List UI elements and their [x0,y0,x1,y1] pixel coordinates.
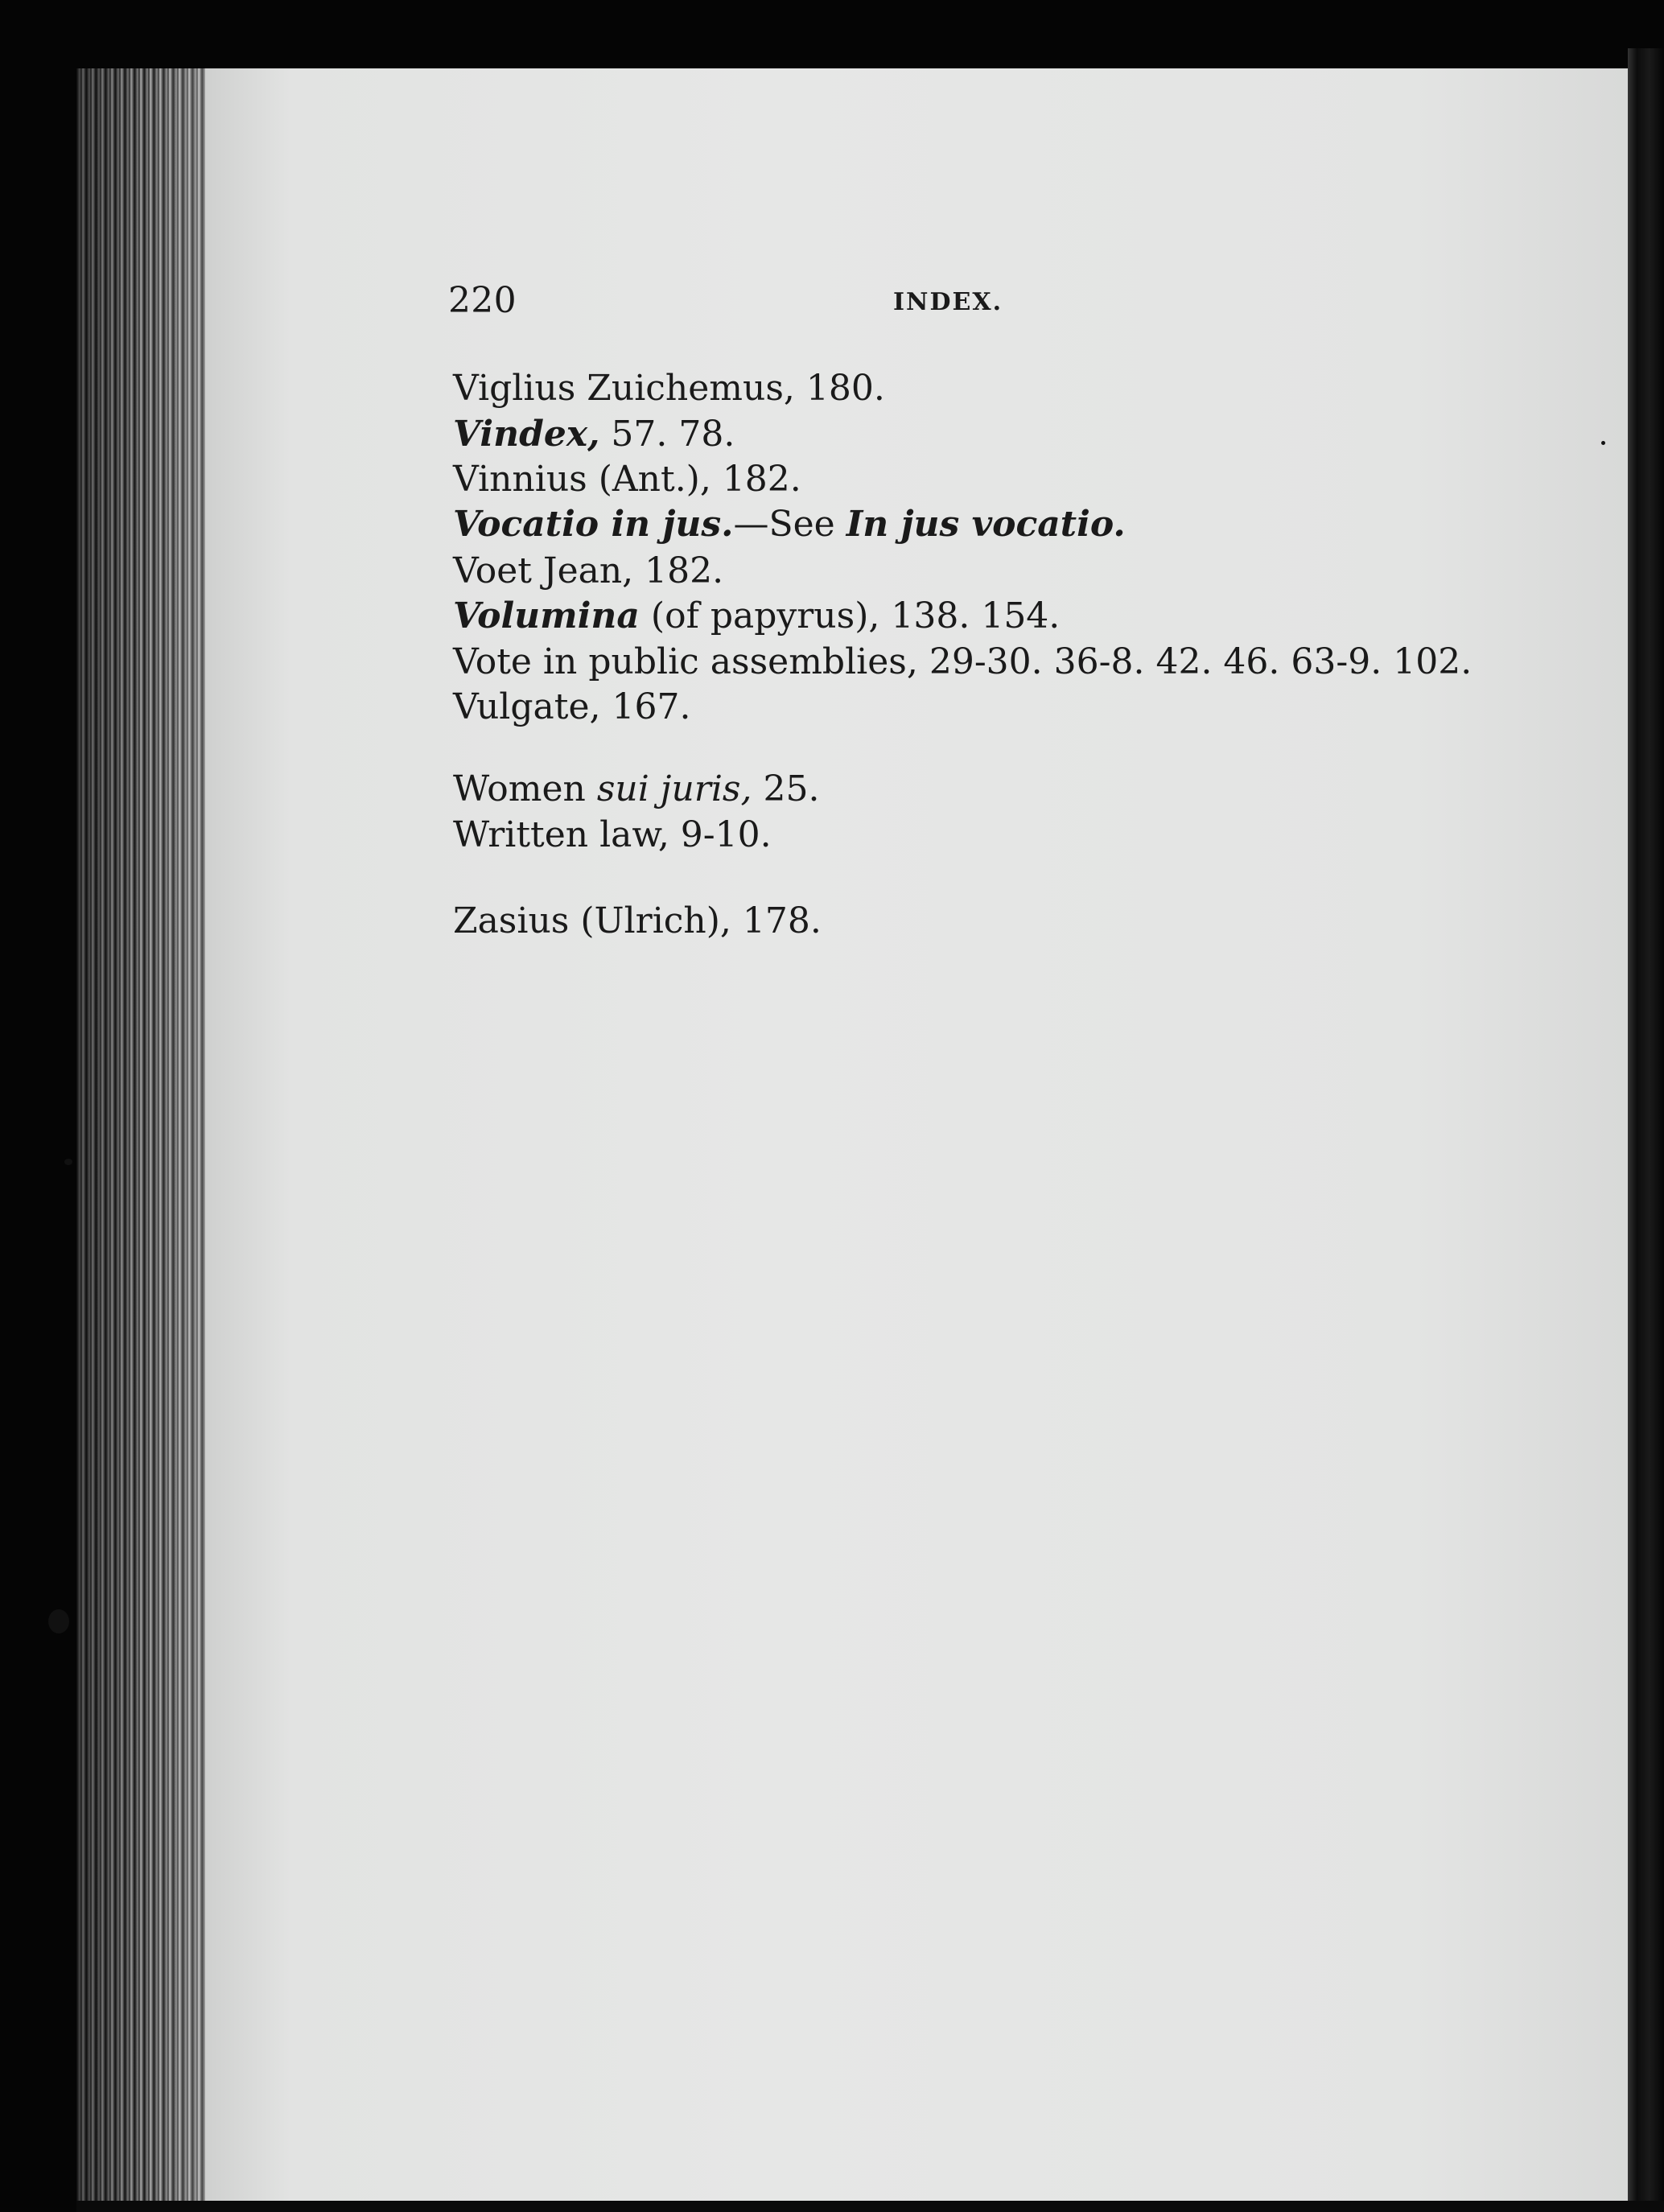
index-entry [453,457,801,502]
index-entry-text: Women [453,768,597,809]
index-entry-text: Viglius Zuichemus, 180. [453,368,885,409]
index-entry-text: (of papyrus), 138. 154. [639,595,1061,636]
index-entry [453,813,772,858]
index-entry-text: Vulgate, 167. [453,686,691,727]
page-number: 220 [448,280,517,321]
index-entry [453,502,1126,547]
index-entry [453,899,822,944]
binding-edge [1628,48,1664,2212]
index-entry-text: sui juris, [596,768,752,809]
index-entry [453,366,885,411]
index-entry [453,640,1472,685]
scan-speck [64,1159,72,1165]
index-entry-text: Written law, 9-10. [453,814,772,855]
index-entry [453,412,735,457]
index-entry-text: 57. 78. [599,414,735,455]
index-entry-text: Vindex, [453,414,600,455]
index-entry [453,549,723,594]
index-entry [453,685,690,730]
index-entry-text: Vinnius (Ant.), 182. [453,459,801,500]
index-entry-text: Zasius (Ulrich), 178. [453,900,822,941]
index-entry-text: In jus vocatio. [846,504,1126,545]
scan-speck [1601,441,1605,445]
index-entry [453,767,819,812]
index-entry [453,594,1060,639]
index-entry-text: Vocatio in jus. [453,504,734,545]
scan-speck [48,1609,69,1633]
bottom-edge [76,2201,1664,2212]
index-entry-text: Voet Jean, 182. [453,550,724,591]
page-sheet [205,68,1628,2205]
index-entry-text: 25. [752,768,820,809]
index-entry-text: Vote in public assemblies, 29-30. 36-8. 42. 46. 63-9. 102. [453,641,1472,682]
index-entry-text: —See [733,504,846,545]
running-head: INDEX. [893,288,1003,316]
index-entry-text: Volumina [453,595,640,636]
